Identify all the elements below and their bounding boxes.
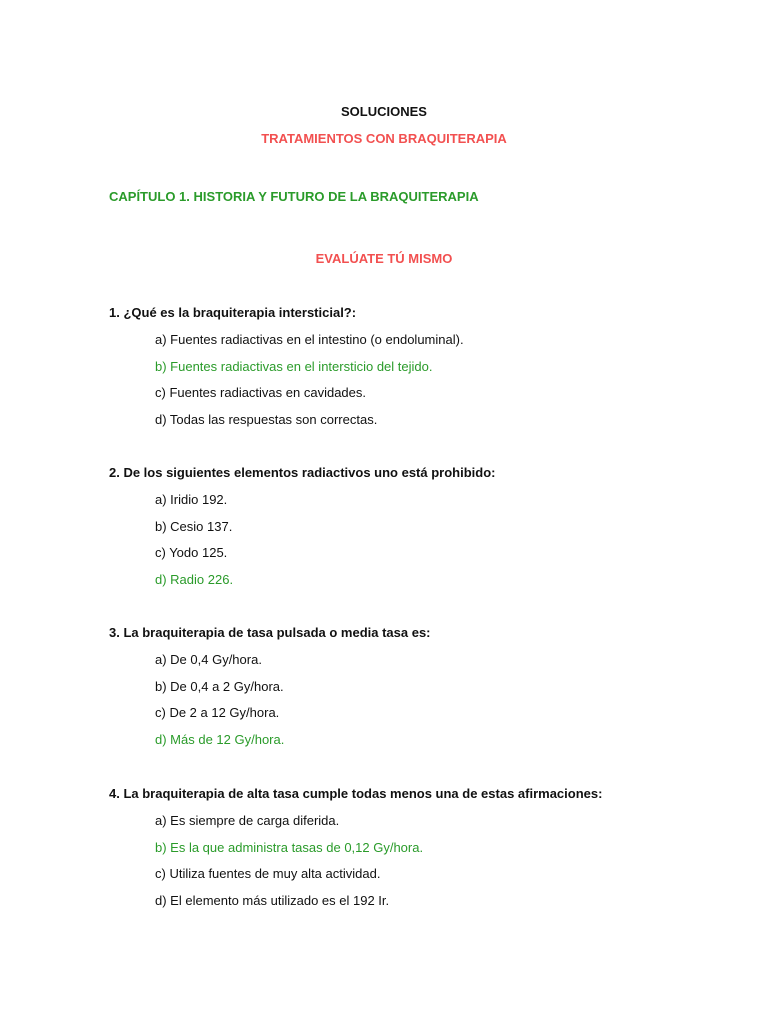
- answer-option: a) Iridio 192.: [155, 492, 228, 507]
- question-text: 3. La braquiterapia de tasa pulsada o media tasa es:: [109, 625, 431, 640]
- answer-option: d) Todas las respuestas son correctas.: [155, 412, 378, 428]
- document-subtitle: TRATAMIENTOS CON BRAQUITERAPIA: [261, 131, 507, 146]
- answer-option: c) Yodo 125.: [155, 545, 228, 561]
- answer-option: b) De 0,4 a 2 Gy/hora.: [155, 678, 284, 694]
- answer-option: c) De 2 a 12 Gy/hora.: [155, 705, 280, 721]
- answer-option: a) Es siempre de carga diferida.: [155, 813, 340, 828]
- section-heading: EVALÚATE TÚ MISMO: [315, 251, 453, 266]
- answer-option: c) Utiliza fuentes de muy alta actividad.: [155, 866, 381, 882]
- answer-option: a) De 0,4 Gy/hora.: [155, 652, 262, 667]
- chapter-title: HISTORIA Y FUTURO DE LA BRAQUITERAPIA: [193, 189, 479, 204]
- question-text: 2. De los siguientes elementos radiactivos uno está prohibido:: [109, 465, 496, 480]
- answer-option-correct: d) Radio 226.: [155, 572, 234, 588]
- answer-option: b) Cesio 137.: [155, 518, 233, 534]
- chapter-number: CAPÍTULO 1.: [109, 189, 190, 204]
- answer-option: d) El elemento más utilizado es el 192 Ir.: [155, 893, 390, 909]
- answer-option-correct: b) Fuentes radiactivas en el intersticio del tejido.: [155, 358, 433, 374]
- question-text: 1. ¿Qué es la braquiterapia intersticial?:: [109, 305, 357, 320]
- answer-option: a) Fuentes radiactivas en el intestino (o endoluminal).: [155, 332, 464, 347]
- answer-option: c) Fuentes radiactivas en cavidades.: [155, 385, 366, 401]
- question-text: 4. La braquiterapia de alta tasa cumple todas menos una de estas afirmaciones:: [109, 786, 603, 801]
- chapter-heading: [109, 189, 479, 205]
- answer-option-correct: d) Más de 12 Gy/hora.: [155, 732, 285, 748]
- document-title: SOLUCIONES: [341, 104, 427, 119]
- answer-option-correct: b) Es la que administra tasas de 0,12 Gy/hora.: [155, 839, 424, 855]
